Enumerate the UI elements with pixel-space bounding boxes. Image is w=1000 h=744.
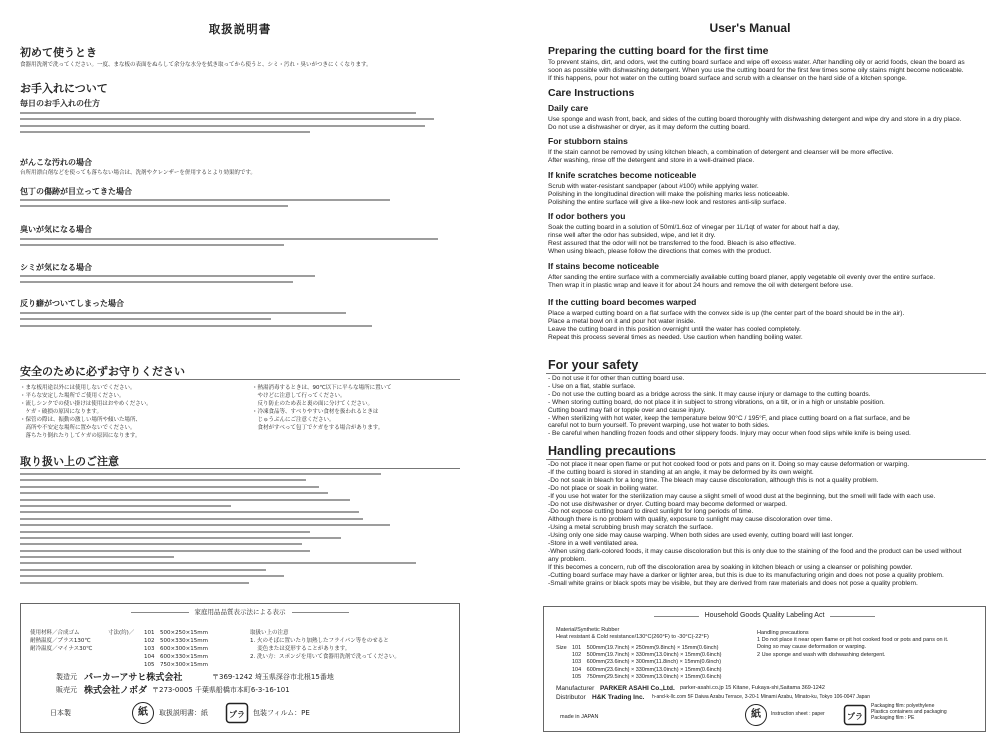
jp-maker-name: パーカーアサヒ株式会社 bbox=[84, 673, 183, 683]
en-dist-label: Distributor bbox=[556, 694, 586, 701]
jp-spot-text bbox=[20, 275, 460, 288]
jp-safety-heading: 安全のために必ずお守りください bbox=[20, 365, 185, 378]
jp-hard-stain-text: 台所用漂白剤などを使っても落ちない場合は、洗剤やクレンザーを併用するとより効果的です。 bbox=[20, 170, 256, 176]
en-dist-address: h-and-k-llc.com 5F Daiwa Azabu Terrace, 3-20-1 Minami Azabu, Minato-ku, Tokyo 106-0047 Japan bbox=[652, 694, 870, 700]
svg-text:プラ: プラ bbox=[229, 710, 245, 719]
jp-odor-text bbox=[20, 238, 460, 251]
en-origin: made in JAPAN bbox=[560, 714, 599, 720]
jp-spec-labels: 使用材料／合成ゴム 耐熱温度／プラス130℃ 耐冷温度／マイナス30℃ bbox=[30, 630, 93, 652]
jp-safety-list-right: ・熱湯消毒するときは、90℃以下に平らな場所に置いて やけどに注意して行ってください。 反り防止のため表と裏の面に分けてください。 ・冷凍食品等、すべりやすい食材を扱われるときは じゅうぶんにご注意ください。 食材がすべって包丁でケガをする場合があります。 bbox=[252, 385, 392, 431]
divider bbox=[546, 459, 986, 460]
plastic-recycle-icon bbox=[843, 704, 867, 726]
jp-daily-text bbox=[20, 112, 460, 138]
jp-daily-heading: 毎日のお手入れの仕方 bbox=[20, 99, 100, 108]
en-safety-heading: For your safety bbox=[548, 358, 639, 372]
en-handling-heading: Handling precautions bbox=[548, 444, 676, 458]
en-first-use-text: To prevent stains, dirt, and odors, wet the cutting board surface and wipe off excess water. After handling oily or acrid foods, clean the board as soon as possible with dishwashing detergent. When you use the cutting board for the first few times some oily stains might become noticeable. If this happens, pour hot water on the cutting board surface and scrub with a cleanser on the hard side of a kitchen sponge. bbox=[548, 59, 965, 82]
en-warp-text: Place a warped cutting board on a flat surface with the convex side is up (the center part of the board should be in the air). Place a metal bowl on it and pour hot water inside. Leave the cutting board in this position overnight until the water has cooled completely. Repeat this process several times as needed. Use caution when handling boiling water. bbox=[548, 310, 905, 341]
en-maker-address: parker-asahi.co.jp 15 Kitane, Fukaya-shi,Saitama 369-1242 bbox=[680, 685, 825, 691]
jp-safety-list-left: ・まな板用途以外には使用しないでください。 ・平らな安定した場所でご使用ください。 ・流しシンクでの使い掛けは使用はおやめください。 ケガ・破損の原因になります。 ・保管の際は、振動の激しい場所や傾いた場所、 高所や不安定な場所に置かないでください。 落ちたり倒れたりしてケガの原因になります。 bbox=[20, 385, 152, 439]
en-handling-list: -Do not place it near open flame or put hot cooked food or pots and pans on it. Doing so may cause deformation or warping. -If the cutting board is stored in standing at an angle, it may be deformed by its own weight. -Do not soak in bleach for a long time. The bleach may cause discoloration, although this is not a quality problem. -Do not place or soak in boiling water. -If you use hot water for the sterilization may cause a slight smell of wood dust at the beginning, but the smell will fade with each use. -Do not use dishwasher or dryer. Cutting board may become deformed or warped. -Do not expose cutting board to direct sunlight for long periods of time. Although there is no problem with quality, exposure to sunlight may cause discoloration over time. -Using a metal scrubbing brush may scratch the surface. -Using only one side may cause warping. When both sides are used evenly, cutting board will last longer. -Store in a well ventilated area. -When using dark-colored foods, it may cause discoloration but this is only due to the staining of the food and the product can be used without any problem. If this becomes a concern, rub off the discoloration area by soaking in kitchen bleach or using a cleanser or polishing powder. -Cutting board surface may have a darker or lighter area, but this is due to its manufacturing origin and does not pose a quality problem. -Small white grains or black spots may be visible, but they are derived from raw materials and does not pose a quality problem. bbox=[548, 461, 962, 587]
jp-size-label: 寸法(約)／ bbox=[108, 630, 135, 636]
jp-first-use-heading: 初めて使うとき bbox=[20, 46, 97, 59]
en-size-label: Size bbox=[556, 645, 567, 651]
svg-text:プラ: プラ bbox=[847, 712, 863, 721]
jp-hard-stain-heading: がんこな汚れの場合 bbox=[20, 158, 92, 167]
jp-warp-text bbox=[20, 312, 460, 331]
en-odor-text: Soak the cutting board in a solution of 50ml/1.6oz of vinegar per 1L/1qt of water for about half a day, rinse well after the odor has subsided, wipe, and let it dry. Rest assured that the odor will not be transferred to the food. Bleach is also effective. When using bleach, please follow the directions that comes with the product. bbox=[548, 224, 840, 255]
jp-seller-name: 株式会社ノボダ bbox=[84, 686, 148, 696]
en-maker-name: PARKER ASAHI Co.,Ltd. bbox=[600, 685, 675, 692]
en-care-heading: Care Instructions bbox=[548, 87, 635, 99]
en-label-box-title: Household Goods Quality Labeling Act bbox=[699, 612, 831, 619]
en-knife-heading: If knife scratches become noticeable bbox=[548, 170, 697, 180]
jp-label-box-title: 家庭用品品質表示法による表示 bbox=[189, 608, 292, 616]
en-dist-name: H&K Trading Inc. bbox=[592, 694, 645, 701]
en-maker-label: Manufacturer bbox=[556, 685, 595, 692]
jp-origin: 日本製 bbox=[50, 709, 71, 717]
jp-paper-text: 取扱説明書：紙 bbox=[159, 709, 208, 717]
divider bbox=[20, 379, 460, 380]
en-title: User's Manual bbox=[709, 21, 791, 35]
en-paper-text: Instruction sheet : paper bbox=[771, 711, 825, 717]
paper-recycle-icon: 紙 bbox=[132, 702, 154, 724]
jp-maker-label: 製造元 bbox=[56, 673, 77, 681]
jp-size-list: 101 500×250×15mm 102 500×330×15mm 103 600×300×15mm 104 600×330×15mm 105 750×300×15mm bbox=[144, 630, 208, 668]
en-stubborn-text: If the stain cannot be removed by using kitchen bleach, a combination of detergent and cleanser will be more effective. After washing, rinse off the detergent and store in a well-drained place. bbox=[548, 149, 894, 164]
en-daily-heading: Daily care bbox=[548, 103, 589, 113]
en-pla-text: Packaging film: polyethylene Plastics containers and packaging Packaging film : PE bbox=[871, 703, 947, 721]
jp-pla-text: 包装フィルム：PE bbox=[253, 709, 310, 717]
jp-seller-label: 販売元 bbox=[56, 686, 77, 694]
jp-spot-heading: シミが気になる場合 bbox=[20, 263, 92, 272]
plastic-recycle-icon bbox=[225, 702, 249, 724]
jp-handling-text bbox=[20, 473, 460, 588]
en-size-list: 101 500mm(19.7inch) × 250mm(9.8inch) × 15mm(0.6inch) 102 500mm(19.7inch) × 330mm(13.0inch) × 15mm(0.6inch) 103 600mm(23.6inch) × 300mm(11.8inch) × 15mm(0.6inch) 104 600mm(23.6inch) × 330mm(13.0inch) × 15mm(0.6inch) 105 750mm(29.5inch) × 330mm(13.0inch) × 15mm(0.6inch) bbox=[572, 645, 722, 680]
en-warp-heading: If the cutting board becomes warped bbox=[548, 297, 697, 307]
en-knife-text: Scrub with water-resistant sandpaper (about #100) while applying water. Polishing in the longitudinal direction will make the polishing marks less noticeable. Polishing the entire surface will give a like-new look and restores anti-slip surface. bbox=[548, 183, 790, 206]
en-odor-heading: If odor bothers you bbox=[548, 211, 626, 221]
jp-title: 取扱説明書 bbox=[208, 22, 272, 36]
jp-notes: 取扱い上の注意 1. 火のそばに置いたり加熱したフライパン等をのせると 変色または変形することがあります。 2. 洗い方：スポンジを用いて食器用洗剤で洗ってください。 bbox=[250, 630, 400, 660]
jp-care-heading: お手入れについて bbox=[20, 82, 108, 95]
jp-odor-heading: 臭いが気になる場合 bbox=[20, 225, 92, 234]
jp-first-use-text: 食器用洗剤で洗ってください。一度、まな板の表面をぬらして余分な水分を拭き取ってから使うと、シミ・汚れ・臭いがつきにくくなります。 bbox=[20, 62, 372, 68]
divider bbox=[20, 468, 460, 469]
jp-maker-address: 〒369-1242 埼玉県深谷市北根15番地 bbox=[212, 673, 334, 681]
en-material: Material/Synthetic Rubber bbox=[556, 627, 620, 633]
jp-knife-text bbox=[20, 199, 460, 212]
paper-recycle-icon: 紙 bbox=[745, 704, 767, 726]
en-resistance: Heat resistant & Cold resistance/130°C(260°F) to -30°C(-22°F) bbox=[556, 634, 709, 640]
en-stain-text: After sanding the entire surface with a commercially available cutting board planer, apply vegetable oil evenly over the entire surface. Then wrap it in plastic wrap and leave it for about 24 hours and remove the oil with detergent before use. bbox=[548, 274, 936, 289]
divider bbox=[546, 373, 986, 374]
jp-seller-address: 〒273-0005 千葉県船橋市本町6-3-16-101 bbox=[152, 686, 290, 694]
en-notes: Handling precautions 1 Do not place it near open flame or pit hot cooked food or pots and pans on it. Doing so may cause deformation or warping. 2 Use sponge and wash with dishwashing detergent. bbox=[757, 630, 949, 658]
jp-handling-heading: 取り扱い上のご注意 bbox=[20, 455, 119, 468]
en-first-use-heading: Preparing the cutting board for the first time bbox=[548, 45, 769, 57]
en-stain-heading: If stains become noticeable bbox=[548, 261, 660, 271]
jp-warp-heading: 反り癖がついてしまった場合 bbox=[20, 299, 124, 308]
en-safety-list: - Do not use it for other than cutting board use. - Use on a flat, stable surface. - Do not use the cutting board as a bridge across the sink. It may cause injury or damage to the cutting boards. - When storing cutting board, do not place it in subject to strong vibrations, on a tilt, or in a high or unstable position. Cutting board may fall or topple over and cause injury. - When sterilizing with hot water, keep the temperature below 90°C / 195°F, and place cutting board on a flat surface, and be careful not to burn yourself. To prevent warping, use hot water to both sides. - Be careful when handling frozen foods and other slippery foods. Injury may occur when food slips while knife is being used. bbox=[548, 375, 911, 438]
en-stubborn-heading: For stubborn stains bbox=[548, 136, 628, 146]
jp-knife-heading: 包丁の傷跡が目立ってきた場合 bbox=[20, 187, 132, 196]
en-daily-text: Use sponge and wash front, back, and sides of the cutting board thoroughly with dishwashing detergent and wipe dry and store in a dry place. Do not use a dishwasher or dryer, as it may deform the cutting board. bbox=[548, 116, 962, 131]
